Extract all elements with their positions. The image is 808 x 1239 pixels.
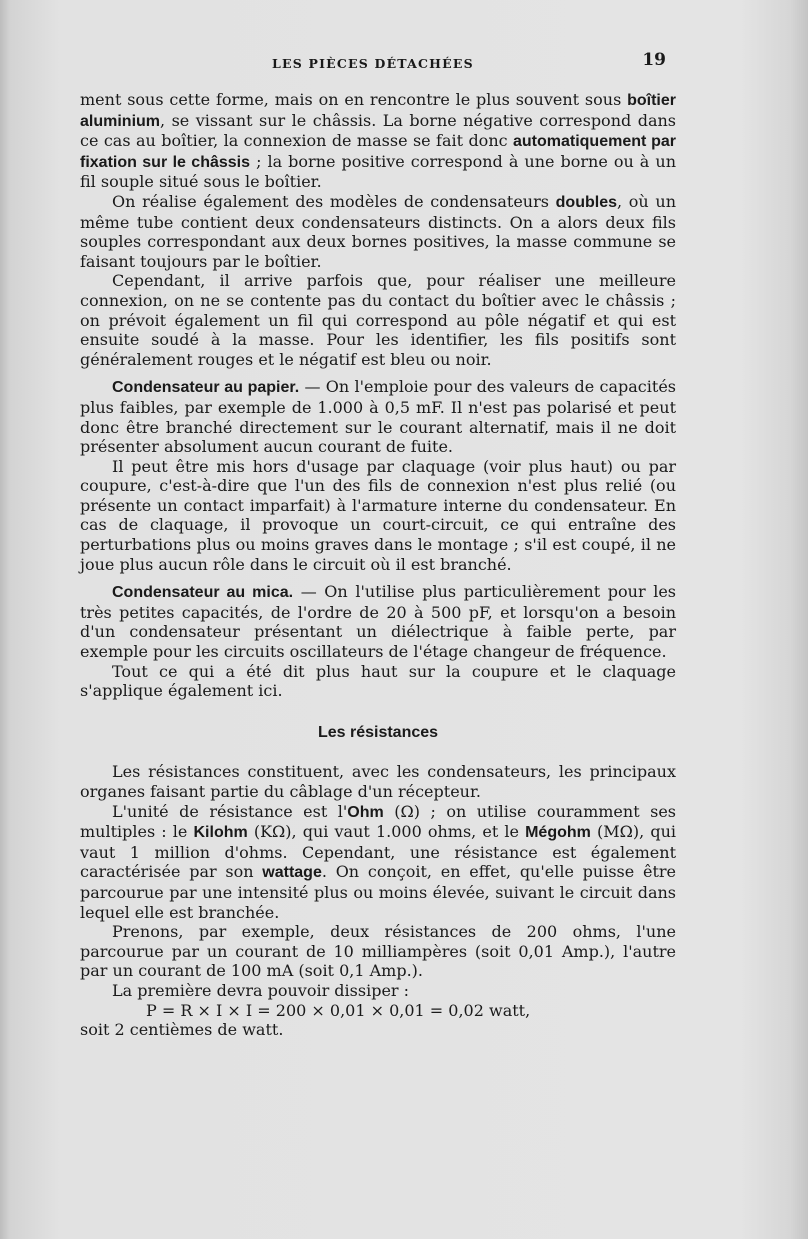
subheading-papier: Condensateur au papier. xyxy=(112,379,300,397)
paragraph-continued xyxy=(80,90,676,192)
paragraph-conclusion: soit 2 centièmes de watt. xyxy=(80,1020,284,1040)
text-run: L'unité de résistance est l' xyxy=(112,801,348,821)
paragraph-exemple: Prenons, par exemple, deux résistances de 200 ohms, l'une parcourue par un courant de 10 milliampères (soit 0,01 Amp.), l'autre par un courant de 100 mA (soit 0,1 Amp.). xyxy=(80,922,676,981)
text-run: — On l'emploie pour des valeurs de capacités plus faibles, par exemple de 1.000 à 0,5 mF. Il n'est pas polarisé et peut donc être branché directement sur le courant alternatif, mais il ne doit présenter absolument aucun courant de fuite. xyxy=(80,377,676,457)
text-run: (MΩ), qui vaut 1 million d'ohms. Cependant, une résistance est également caractérisée par son xyxy=(80,822,676,882)
page-header xyxy=(80,52,670,74)
text-run: — On l'utilise plus particulièrement pour les très petites capacités, de l'ordre de 20 à 500 pF, et lorsqu'on a besoin d'un condensateur présentant un diélectrique à faible perte, par exemple pour les circuits oscillateurs de l'étage changeur de fréquence. xyxy=(80,582,676,662)
bold-term: automatiquement par fixation sur le châssis xyxy=(80,133,676,171)
text-run: (KΩ), qui vaut 1.000 ohms, et le xyxy=(247,822,526,842)
body-text xyxy=(80,90,676,1040)
paragraph-doubles xyxy=(80,192,676,271)
bold-term: wattage xyxy=(262,864,322,882)
section-title: Les résistances xyxy=(317,723,439,741)
subheading-mica: Condensateur au mica. xyxy=(112,584,294,602)
paragraph-claquage: Il peut être mis hors d'usage par claquage (voir plus haut) ou par coupure, c'est-à-dire que l'un des fils de connexion n'est plus relié (ou présente un contact imparfait) à l'armature interne du condensateur. En cas de claquage, il provoque un court-circuit, ce qui entraîne des perturbations plus ou moins graves dans le montage ; s'il est coupé, il ne joue plus aucun rôle dans le circuit où il est branché. xyxy=(80,456,676,574)
text-run: ; la borne positive correspond à une borne ou à un fil souple situé sous le boîtier. xyxy=(80,151,676,192)
text-run: (Ω) ; on utilise couramment ses multiples : le xyxy=(80,801,676,842)
bold-term: doubles xyxy=(555,193,617,211)
paragraph-coupure: Tout ce qui a été dit plus haut sur la coupure et le claquage s'applique également ici. xyxy=(80,661,676,701)
bold-term: Ohm xyxy=(347,803,384,821)
paragraph-condensateur-papier xyxy=(80,377,676,456)
paragraph-dissiper: La première devra pouvoir dissiper : xyxy=(112,980,410,1000)
bold-term: Kilohm xyxy=(193,824,248,842)
text-run: On réalise également des modèles de condensateurs xyxy=(112,191,556,211)
paragraph-unite-ohm xyxy=(80,802,676,923)
page-number: 19 xyxy=(642,50,666,70)
paragraph-condensateur-mica xyxy=(80,582,676,661)
paragraph-connexion: Cependant, il arrive parfois que, pour réaliser une meilleure connexion, on ne se contente pas du contact du boîtier avec le châssis ; on prévoit également un fil qui correspond au pôle négatif et qui est ensuite soudé à la masse. Pour les identifier, les fils positifs sont généralement rouges et le négatif est bleu ou noir. xyxy=(80,271,676,369)
bold-term: Mégohm xyxy=(525,824,591,842)
text-run: , se vissant sur le châssis. La borne négative correspond dans ce cas au boîtier, la connexion de masse se fait donc xyxy=(80,110,676,151)
bold-term: boîtier aluminium xyxy=(80,92,676,130)
formula: P = R × I × I = 200 × 0,01 × 0,01 = 0,02 watt, xyxy=(146,1000,531,1020)
paragraph-resistances-intro: Les résistances constituent, avec les condensateurs, les principaux organes faisant partie du câblage d'un récepteur. xyxy=(80,762,676,801)
running-head: LES PIÈCES DÉTACHÉES xyxy=(272,56,474,71)
text-run: . On conçoit, en effet, qu'elle puisse être parcourue par une intensité plus ou moins élevée, suivant le circuit dans lequel elle est branchée. xyxy=(80,862,677,922)
text-run: ment sous cette forme, mais on en rencontre le plus souvent sous xyxy=(80,90,628,109)
text-run: , où un même tube contient deux condensateurs distincts. On a alors deux fils souples correspondant aux deux bornes positives, la masse commune se faisant toujours par le boîtier. xyxy=(80,191,676,271)
